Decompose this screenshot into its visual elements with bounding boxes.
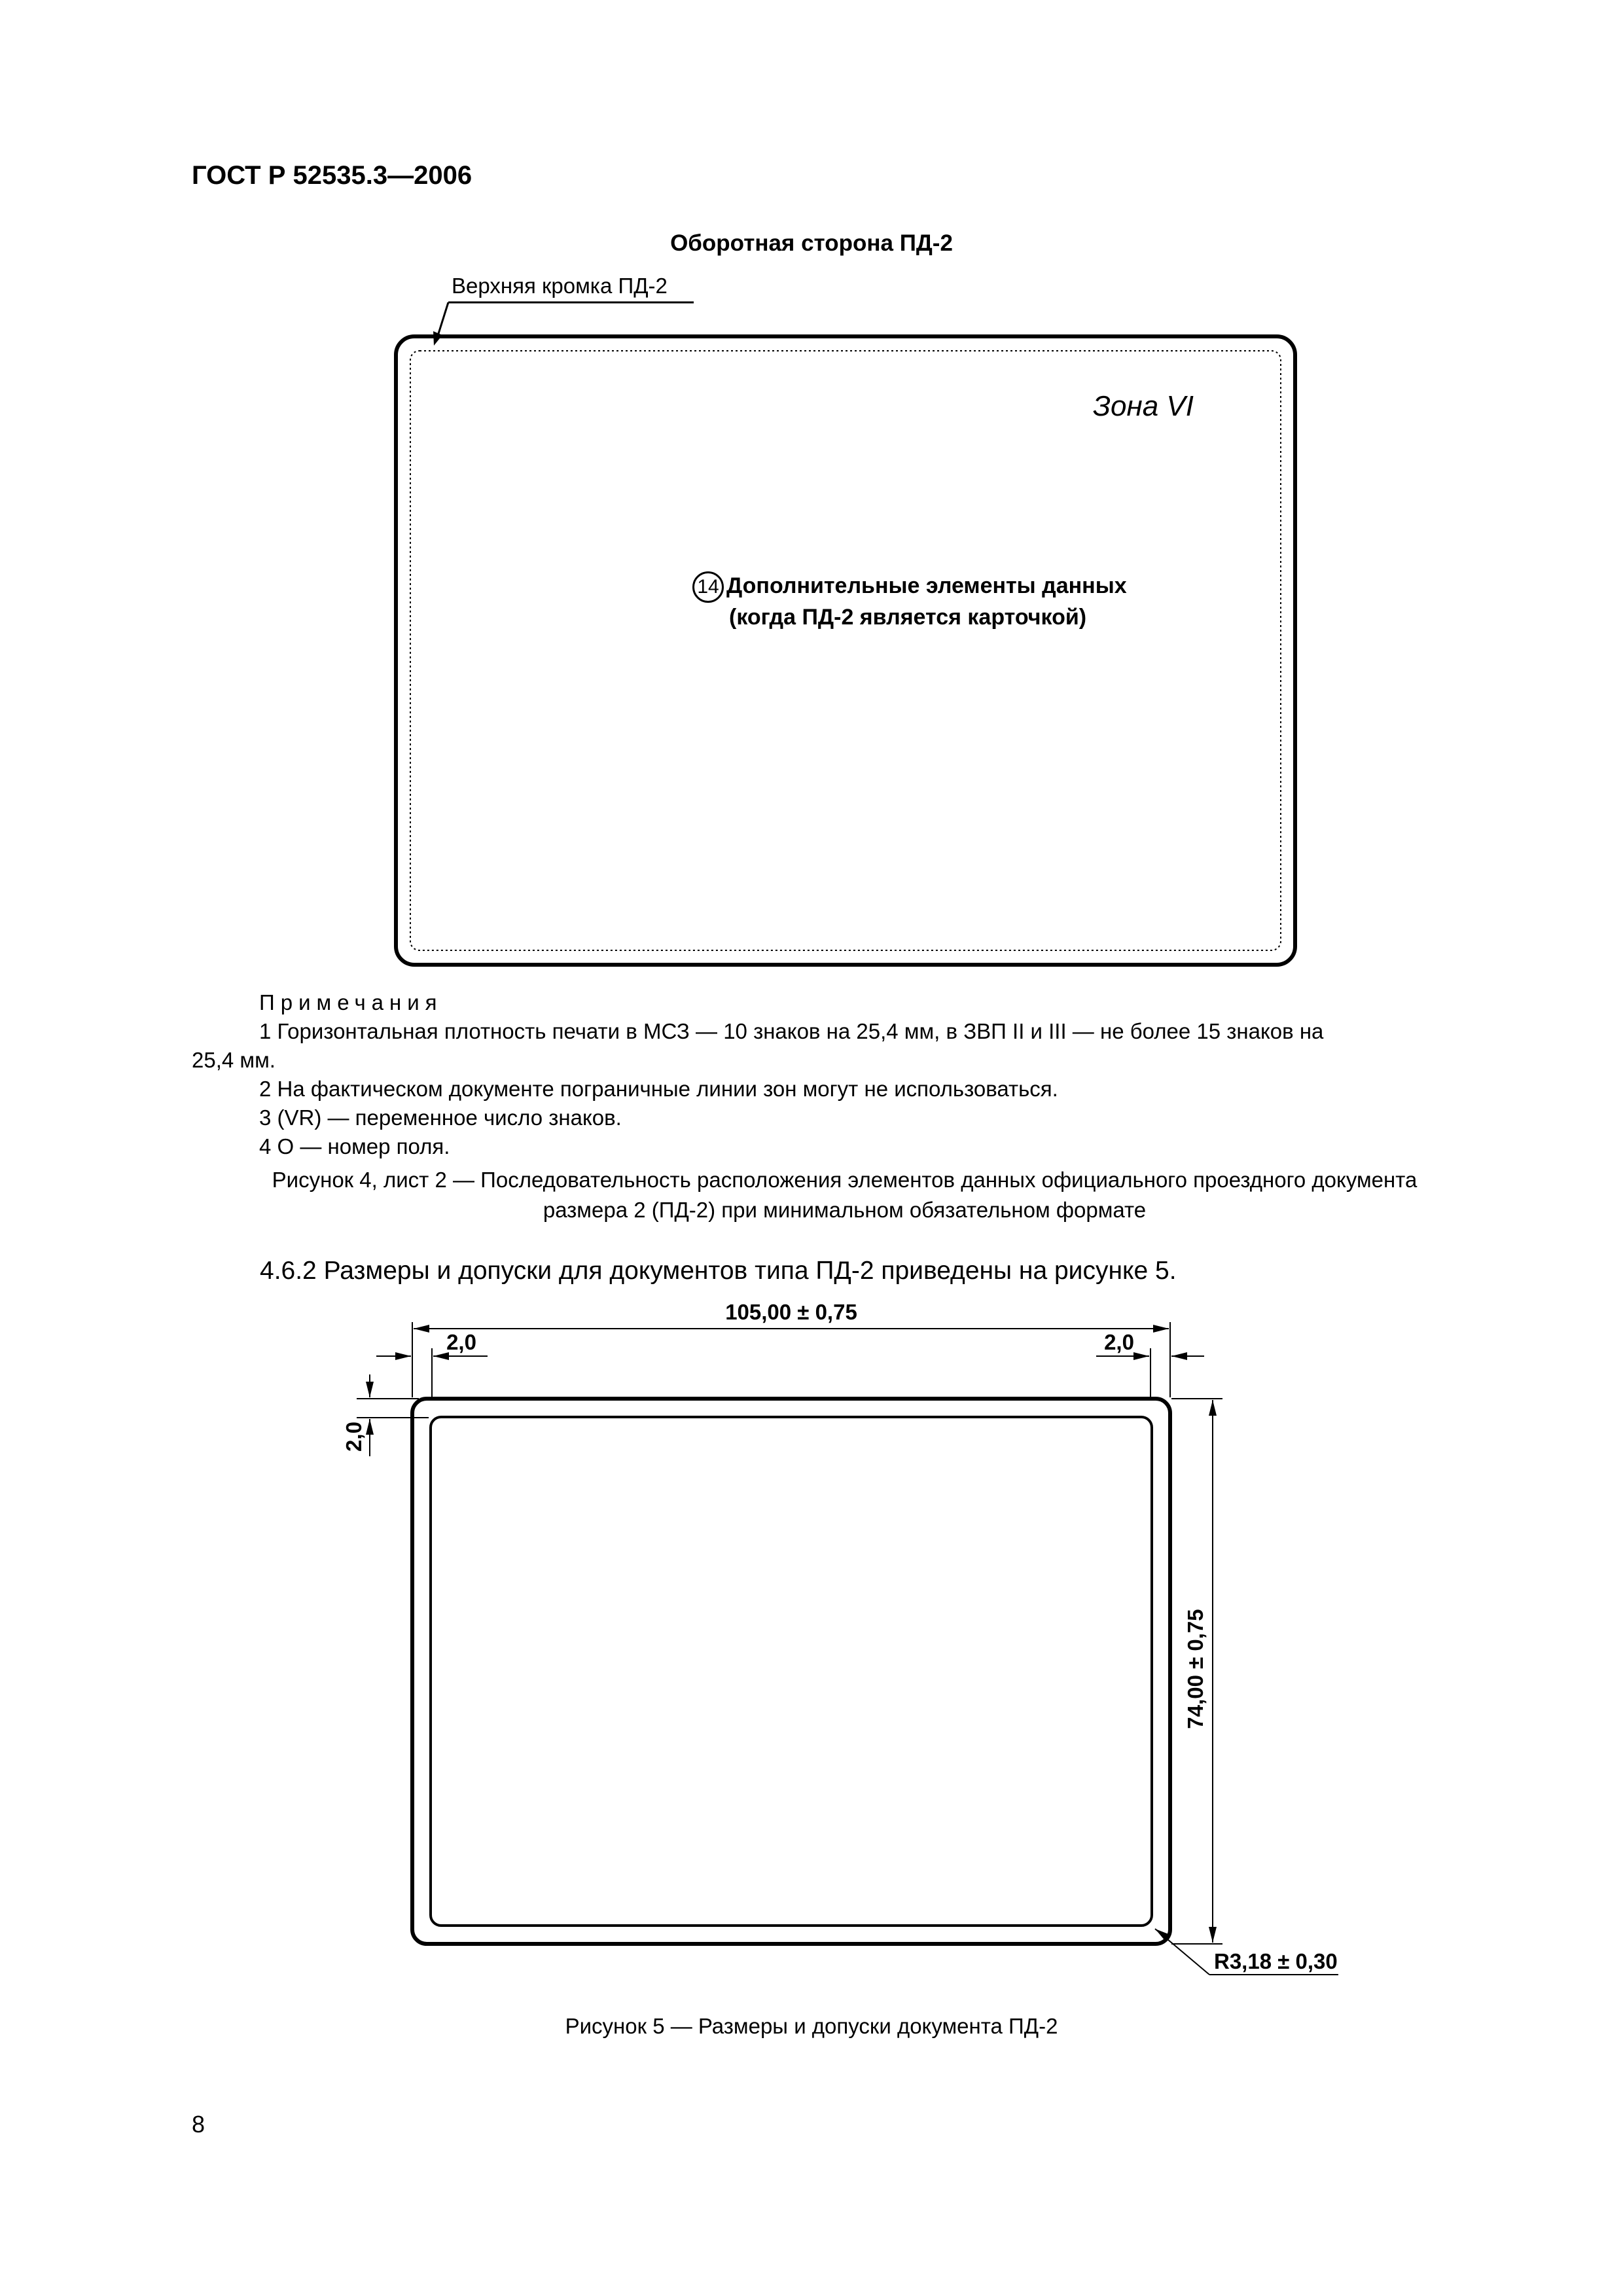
card-inner-boundary (410, 351, 1281, 950)
figure5-caption: Рисунок 5 — Размеры и допуски документа ПД-2 (565, 2014, 1058, 2038)
margin-right-dim-text: 2,0 (1104, 1330, 1134, 1354)
note-item: 2 На фактическом документе пограничные линии зон могут не использоваться. (259, 1077, 1058, 1101)
card-inner-outline (431, 1417, 1152, 1926)
width-arrow-left (414, 1325, 429, 1333)
height-arrow-top (1209, 1400, 1217, 1416)
figure5-drawing (0, 1296, 1623, 2003)
note-item: 3 (VR) — переменное число знаков. (259, 1105, 622, 1130)
field-number-circle: 14 (692, 571, 724, 603)
zone-label: Зона VI (1093, 390, 1194, 422)
margin-left-arrow-a (395, 1352, 411, 1360)
notes-block (192, 988, 1497, 1161)
margin-top-dim-text: 2,0 (342, 1422, 366, 1452)
figure4-drawing (0, 0, 1623, 982)
note-item: 1 Горизонтальная плотность печати в МСЗ — 10 знаков на 25,4 мм, в ЗВП II и III — не более 15 знаков на (259, 1019, 1324, 1043)
figure4-caption-line2: размера 2 (ПД-2) при минимальном обязательном формате (543, 1198, 1147, 1222)
note-item: 25,4 мм. (192, 1048, 276, 1072)
width-arrow-right (1153, 1325, 1169, 1333)
field-14-line1 (692, 571, 1127, 603)
margin-left-dim-text: 2,0 (446, 1330, 476, 1354)
card-outer-border (396, 336, 1295, 965)
top-edge-label: Верхняя кромка ПД-2 (452, 274, 668, 298)
document-code: ГОСТ Р 52535.3—2006 (192, 161, 473, 190)
note-item: 4 О — номер поля. (259, 1134, 450, 1158)
margin-right-arrow-b (1171, 1352, 1187, 1360)
card-outer-outline (412, 1399, 1170, 1944)
field-14-text-line2: (когда ПД-2 является карточкой) (729, 605, 1087, 630)
paragraph-4-6-2: 4.6.2 Размеры и допуски для документов типа ПД-2 приведены на рисунке 5. (260, 1257, 1177, 1285)
top-edge-pointer (437, 302, 448, 338)
margin-top-arrow-a (366, 1382, 374, 1397)
figure-title: Оборотная сторона ПД-2 (670, 230, 953, 256)
field-14-text-line1: Дополнительные элементы данных (726, 573, 1127, 598)
page-number: 8 (192, 2111, 205, 2138)
field-14-block (692, 571, 1127, 632)
width-dim-text: 105,00 ± 0,75 (725, 1300, 857, 1324)
height-dim-text: 74,00 ± 0,75 (1183, 1609, 1207, 1729)
figure4-caption-line1: Рисунок 4, лист 2 — Последовательность расположения элементов данных официального проездного документа (272, 1168, 1418, 1192)
figure4-caption (192, 1165, 1497, 1225)
margin-right-arrow-a (1133, 1352, 1149, 1360)
notes-heading: Примечания (259, 990, 443, 1014)
radius-dim-text: R3,18 ± 0,30 (1214, 1949, 1338, 1973)
margin-top-arrow-b (366, 1419, 374, 1435)
height-arrow-bottom (1209, 1927, 1217, 1943)
